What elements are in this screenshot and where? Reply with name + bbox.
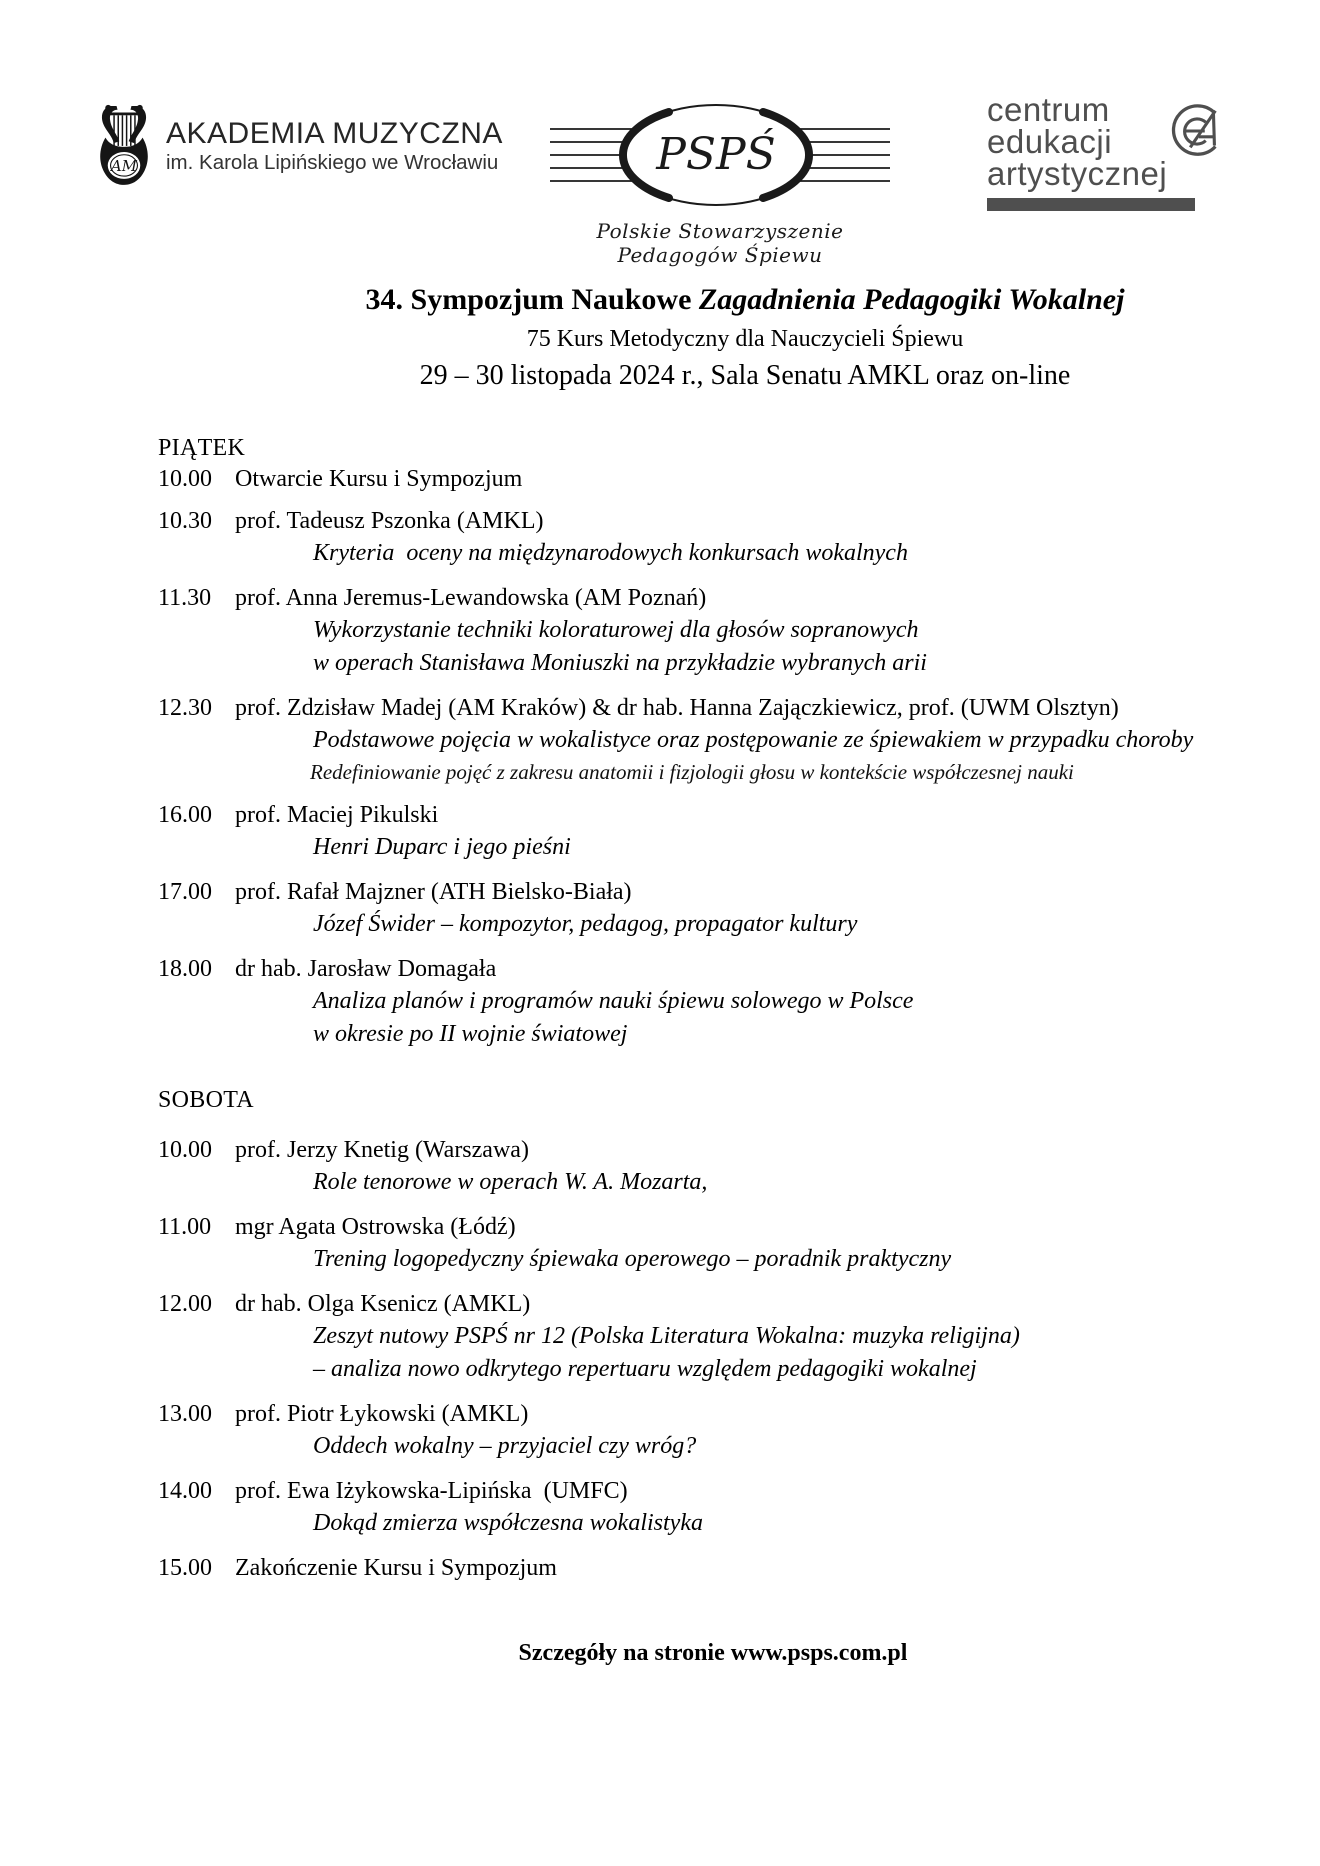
day-label-saturday: SOBOTA: [158, 1087, 254, 1113]
footer-note: Szczegóły na stronie www.psps.com.pl: [518, 1640, 908, 1666]
item-time: 14.00: [158, 1478, 212, 1504]
page-subtitle: 75 Kurs Metodyczny dla Nauczycieli Śpiewu: [526, 326, 964, 352]
day-label-friday: PIĄTEK: [158, 435, 246, 461]
item-speaker: Otwarcie Kursu i Sympozjum: [235, 466, 523, 492]
date-venue-line: 29 – 30 listopada 2024 r., Sala Senatu AMKL oraz on-line: [419, 360, 1071, 391]
item-talk-title: Podstawowe pojęcia w wokalistyce oraz postępowanie ze śpiewakiem w przypadku choroby: [313, 727, 1194, 753]
item-talk-title: Henri Duparc i jego pieśni: [313, 834, 571, 860]
item-speaker: dr hab. Jarosław Domagała: [235, 956, 497, 982]
cea-line1: centrum: [987, 91, 1110, 128]
page-title-plain: 34. Sympozjum Naukowe: [365, 283, 699, 316]
schedule-item: [158, 1136, 1298, 1199]
schedule-item: [158, 584, 1298, 680]
schedule-item: [158, 955, 1298, 1051]
item-time: 10.00: [158, 466, 212, 492]
item-speaker: prof. Zdzisław Madej (AM Kraków) & dr hab. Hanna Zajączkiewicz, prof. (UWM Olsztyn): [235, 695, 1119, 721]
item-talk-title: Kryteria oceny na międzynarodowych konkursach wokalnych: [313, 540, 908, 566]
item-talk-title: – analiza nowo odkrytego repertuaru względem pedagogiki wokalnej: [313, 1356, 977, 1382]
cea-logo: [987, 91, 1209, 211]
psps-monogram-icon: [550, 129, 890, 216]
item-time: 11.00: [158, 1214, 212, 1240]
svg-text:AM: AM: [111, 157, 137, 175]
item-talk-title: w operach Stanisława Moniuszki na przykładzie wybranych arii: [313, 650, 927, 676]
item-speaker: prof. Anna Jeremus-Lewandowska (AM Poznań): [235, 585, 707, 611]
item-speaker: Zakończenie Kursu i Sympozjum: [235, 1555, 557, 1581]
psps-caption: Polskie Stowarzyszenie Pedagogów Śpiewu: [596, 219, 844, 267]
schedule-item: [158, 801, 1298, 864]
item-talk-note: Redefiniowanie pojęć z zakresu anatomii i fizjologii głosu w kontekście współczesnej nauki: [310, 760, 1074, 784]
item-talk-title: Role tenorowe w operach W. A. Mozarta,: [313, 1169, 708, 1195]
item-time: 15.00: [158, 1555, 212, 1581]
item-time: 11.30: [158, 585, 212, 611]
item-talk-title: Trening logopedyczny śpiewaka operowego – poradnik praktyczny: [313, 1246, 952, 1272]
schedule-item: [158, 1477, 1298, 1540]
item-talk-title: Dokąd zmierza współczesna wokalistyka: [313, 1510, 703, 1536]
amkl-name: AKADEMIA MUZYCZNA: [166, 117, 503, 150]
item-speaker: prof. Jerzy Knetig (Warszawa): [235, 1137, 529, 1163]
schedule-item: [158, 878, 1298, 941]
schedule-item: [158, 465, 1298, 493]
cea-line3: artystycznej: [987, 155, 1168, 192]
amkl-subname: im. Karola Lipińskiego we Wrocławiu: [166, 151, 499, 174]
schedule-item: [158, 694, 1298, 787]
schedule-item: [158, 1290, 1298, 1386]
item-time: 16.00: [158, 802, 212, 828]
item-talk-title: Oddech wokalny – przyjaciel czy wróg?: [313, 1433, 697, 1459]
schedule-item: [158, 1400, 1298, 1463]
schedule-item: [158, 507, 1298, 570]
item-talk-title: Zeszyt nutowy PSPŚ nr 12 (Polska Literatura Wokalna: muzyka religijna): [313, 1323, 1020, 1349]
schedule-item: [158, 1213, 1298, 1276]
item-speaker: mgr Agata Ostrowska (Łódź): [235, 1214, 516, 1240]
item-speaker: prof. Tadeusz Pszonka (AMKL): [235, 508, 544, 534]
item-talk-title: w okresie po II wojnie światowej: [313, 1021, 628, 1047]
item-time: 10.30: [158, 508, 212, 534]
lyre-icon: [98, 104, 150, 191]
amkl-logo: [98, 104, 503, 191]
item-time: 12.30: [158, 695, 212, 721]
page-title: [170, 282, 1320, 318]
cea-emblem-icon: [1169, 102, 1227, 165]
psps-logo: [550, 102, 890, 267]
cea-line2: edukacji: [987, 123, 1113, 160]
item-time: 17.00: [158, 879, 212, 905]
item-speaker: dr hab. Olga Ksenicz (AMKL): [235, 1291, 531, 1317]
item-speaker: prof. Piotr Łykowski (AMKL): [235, 1401, 529, 1427]
item-time: 10.00: [158, 1137, 212, 1163]
page-title-italic: Zagadnienia Pedagogiki Wokalnej: [698, 283, 1125, 316]
item-time: 12.00: [158, 1291, 212, 1317]
item-speaker: prof. Ewa Iżykowska-Lipińska (UMFC): [235, 1478, 628, 1504]
schedule-item: [158, 1554, 1298, 1582]
psps-monogram-text: PSPŚ: [656, 129, 776, 180]
item-speaker: prof. Maciej Pikulski: [235, 802, 439, 828]
cea-bar: [987, 198, 1195, 211]
item-time: 13.00: [158, 1401, 212, 1427]
item-talk-title: Analiza planów i programów nauki śpiewu solowego w Polsce: [313, 988, 914, 1014]
item-talk-title: Wykorzystanie techniki koloraturowej dla głosów sopranowych: [313, 617, 919, 643]
item-talk-title: Józef Świder – kompozytor, pedagog, propagator kultury: [313, 911, 858, 937]
item-time: 18.00: [158, 956, 212, 982]
item-speaker: prof. Rafał Majzner (ATH Bielsko-Biała): [235, 879, 632, 905]
schedule: [158, 435, 1298, 1582]
